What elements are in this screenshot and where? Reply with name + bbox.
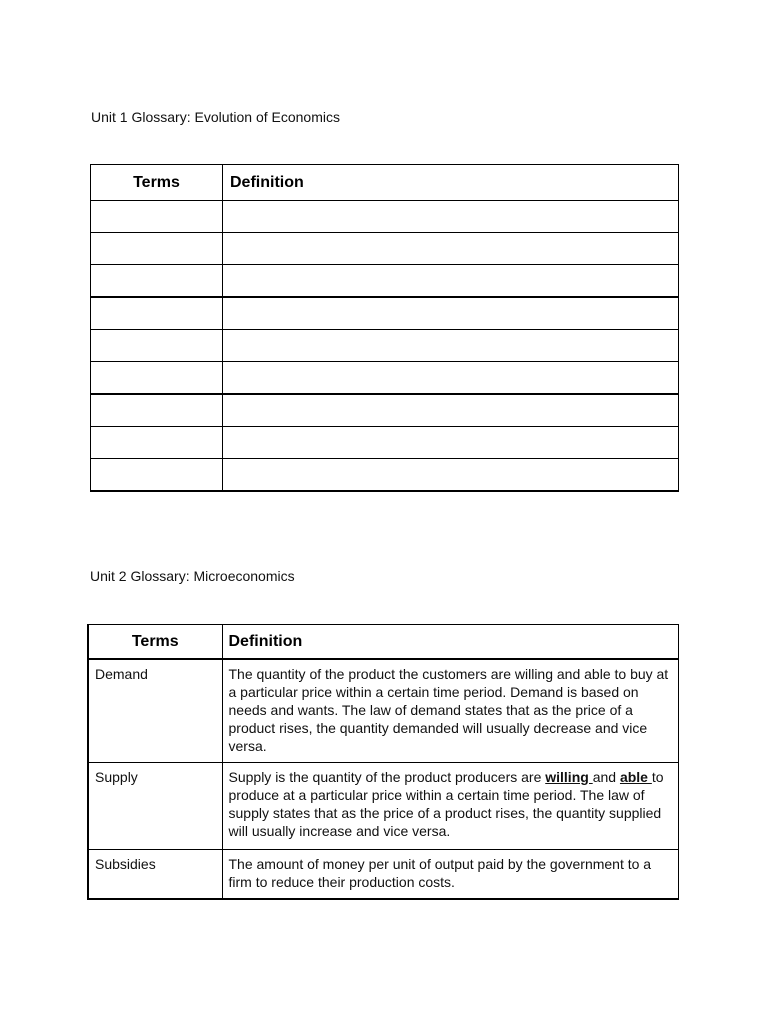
unit1-glossary-table xyxy=(90,164,679,492)
term-cell[interactable] xyxy=(91,427,223,459)
table-row xyxy=(91,330,679,362)
term-cell[interactable] xyxy=(91,265,223,298)
definition-cell[interactable] xyxy=(223,394,679,427)
term-cell-supply[interactable]: Supply xyxy=(88,763,222,850)
definition-cell[interactable] xyxy=(223,265,679,298)
term-cell[interactable] xyxy=(91,330,223,362)
definition-header: Definition xyxy=(222,625,679,660)
definition-cell[interactable] xyxy=(223,427,679,459)
definition-cell-supply[interactable] xyxy=(222,763,679,850)
unit1-heading: Unit 1 Glossary: Evolution of Economics xyxy=(91,109,340,125)
definition-text: and xyxy=(592,769,620,785)
table-row xyxy=(91,297,679,330)
definition-cell[interactable] xyxy=(223,297,679,330)
unit2-heading: Unit 2 Glossary: Microeconomics xyxy=(90,568,295,584)
definition-cell-subsidies[interactable]: The amount of money per unit of output paid by the government to a firm to reduce their production costs. xyxy=(222,850,679,900)
table-header-row xyxy=(91,165,679,201)
definition-text: Supply is the quantity of the product producers are xyxy=(228,769,546,785)
table-row xyxy=(88,850,679,900)
term-cell[interactable] xyxy=(91,201,223,233)
terms-header: Terms xyxy=(88,625,222,660)
term-cell[interactable] xyxy=(91,297,223,330)
definition-cell[interactable] xyxy=(223,201,679,233)
definition-cell[interactable] xyxy=(223,330,679,362)
emphasis-able: able xyxy=(619,769,652,785)
table-row xyxy=(91,265,679,298)
definition-cell[interactable] xyxy=(223,233,679,265)
table-row xyxy=(91,233,679,265)
term-cell[interactable] xyxy=(91,394,223,427)
table-row xyxy=(91,394,679,427)
table-row xyxy=(91,362,679,395)
definition-text: to produce at a particular price within a certain time period. The law of supply states that as the price of a product rises, the quantity supplied will usually increase and vice versa. xyxy=(228,769,664,839)
table-row xyxy=(88,763,679,850)
term-cell-demand[interactable]: Demand xyxy=(88,659,222,763)
unit2-glossary-table xyxy=(87,624,679,900)
table-row xyxy=(88,659,679,763)
table-row xyxy=(91,459,679,492)
term-cell-subsidies[interactable]: Subsidies xyxy=(88,850,222,900)
definition-cell[interactable] xyxy=(223,362,679,395)
table-row xyxy=(91,427,679,459)
definition-cell-demand[interactable]: The quantity of the product the customers are willing and able to buy at a particular price within a certain time period. Demand is based on needs and wants. The law of demand states that as the price of a product rises, the quantity demanded will usually decrease and vice versa. xyxy=(222,659,679,763)
definition-cell[interactable] xyxy=(223,459,679,492)
table-header-row xyxy=(88,625,679,660)
term-cell[interactable] xyxy=(91,362,223,395)
definition-header: Definition xyxy=(223,165,679,201)
terms-header: Terms xyxy=(91,165,223,201)
table-row xyxy=(91,201,679,233)
emphasis-willing: willing xyxy=(545,769,593,785)
term-cell[interactable] xyxy=(91,459,223,492)
term-cell[interactable] xyxy=(91,233,223,265)
